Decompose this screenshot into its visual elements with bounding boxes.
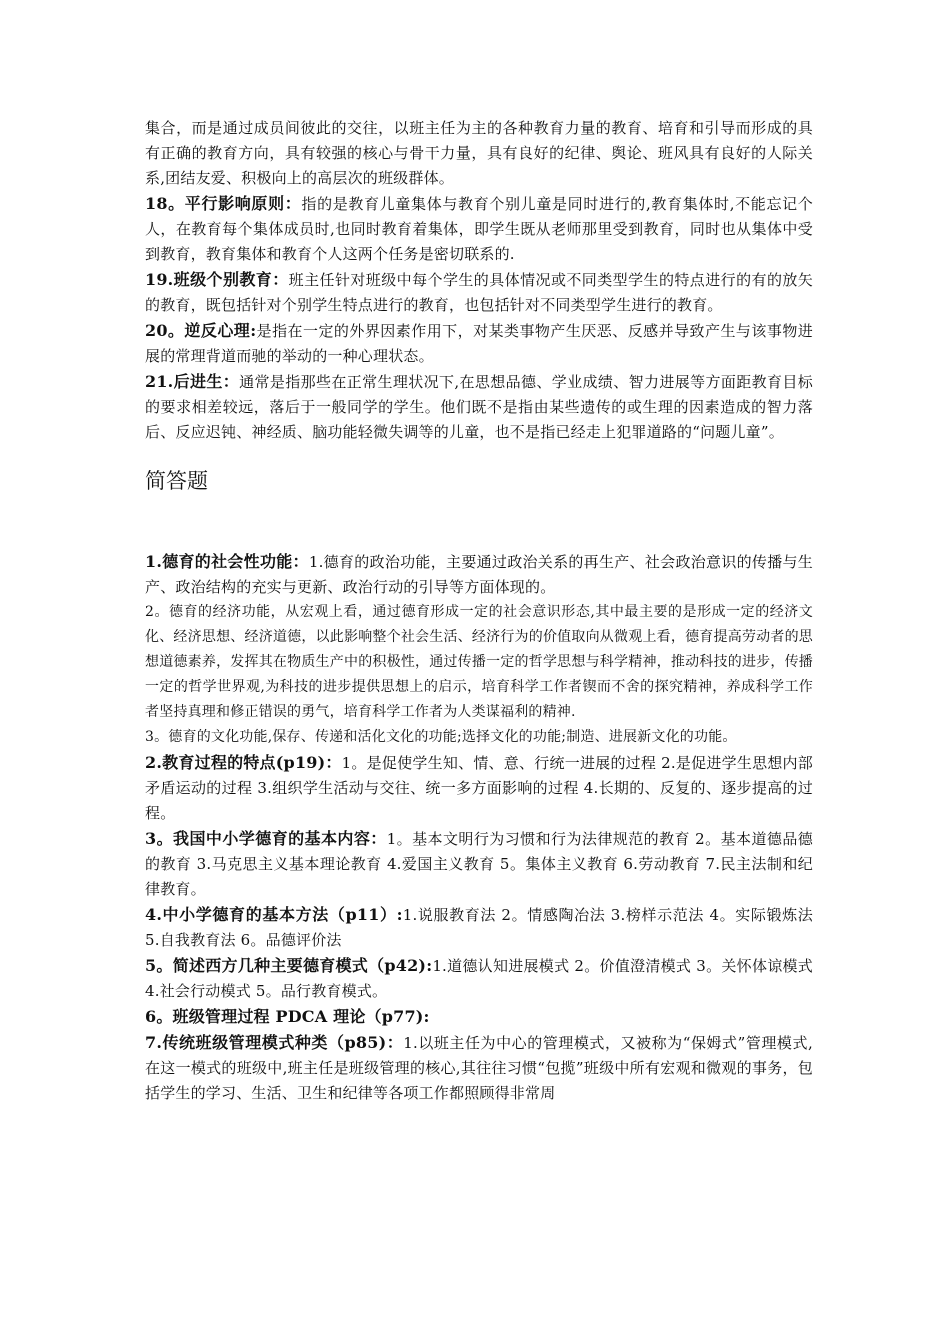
answer-2 [145, 750, 813, 826]
answer-2-text: 1。是促使学生知、情、意、行统一进展的过程 2.是促进学生思想内部矛盾运动的过程 3.组织学生活动与交往、统一多方面影响的过程 4.长期的、反复的、逐步提高的过程。 [145, 754, 813, 822]
answer-3 [145, 826, 813, 902]
definition-19 [145, 267, 813, 318]
answer-7-text: 1.以班主任为中心的管理模式，又被称为“保姆式”管理模式,在这一模式的班级中,班主任是班级管理的核心,其往往习惯“包揽”班级中所有宏观和微观的事务，包括学生的学习、生活、卫生和纪律等各项工作都照顾得非常周 [145, 1034, 813, 1102]
answer-1-paragraph-2: 2。德育的经济功能，从宏观上看，通过德育形成一定的社会意识形态,其中最主要的是形成一定的经济文化、经济思想、经济道德，以此影响整个社会生活、经济行为的价值取向从微观上看，德育提高劳动者的思想道德素养，发挥其在物质生产中的积极性，通过传播一定的哲学思想与科学精神，推动科技的进步，传播一定的哲学世界观,为科技的进步提供思想上的启示，培育科学工作者锲而不舍的探究精神，养成科学工作者坚持真理和修正错误的勇气，培育科学工作者为人类谋福利的精神. [145, 604, 813, 720]
definition-21-term: 21.后进生： [145, 372, 240, 391]
answer-5 [145, 953, 813, 1004]
definition-21 [145, 369, 813, 445]
definition-18-text: 指的是教育儿童集体与教育个别儿童是同时进行的,教育集体时,不能忘记个人，在教育每个集体成员时,也同时教育着集体，即学生既从老师那里受到教育，同时也从集体中受到教育，教育集体和教育个人这两个任务是密切联系的. [145, 195, 813, 263]
section-heading: 简答题 [145, 469, 208, 493]
definition-19-text: 班主任针对班级中每个学生的具体情况或不同类型学生的特点进行的有的放矢的教育，既包括针对个别学生特点进行的教育，也包括针对不同类型学生进行的教育。 [145, 271, 813, 314]
intro-paragraph [145, 116, 813, 191]
definition-20-term: 20。逆反心理: [145, 321, 257, 340]
answer-7-term: 7.传统班级管理模式种类（p85)： [145, 1033, 404, 1052]
definition-21-text: 通常是指那些在正常生理状况下,在思想品德、学业成绩、智力进展等方面距教育目标的要求相差较远，落后于一般同学的学生。他们既不是指由某些遗传的或生理的因素造成的智力落后、反应迟钝、神经质、脑功能轻微失调等的儿童，也不是指已经走上犯罪道路的“问题儿童”。 [145, 373, 813, 441]
answer-3-text: 1。基本文明行为习惯和行为法律规范的教育 2。基本道德品德的教育 3.马克思主义基本理论教育 4.爱国主义教育 5。集体主义教育 6.劳动教育 7.民主法制和纪律教育。 [145, 830, 813, 898]
answer-1-paragraph-3: 3。德育的文化功能,保存、传递和活化文化的功能;选择文化的功能;制造、进展新文化的功能。 [145, 729, 737, 745]
answer-2-term: 2.教育过程的特点(p19)： [145, 753, 342, 772]
answer-5-term: 5。简述西方几种主要德育模式（p42): [145, 956, 433, 975]
definition-18 [145, 191, 813, 267]
answer-5-text: 1.道德认知进展模式 2。价值澄清模式 3。关怀体谅模式 4.社会行动模式 5。品行教育模式。 [145, 957, 813, 1000]
definition-19-term: 19.班级个别教育： [145, 270, 289, 289]
definition-20 [145, 318, 813, 369]
answer-7 [145, 1030, 813, 1106]
answer-4 [145, 902, 813, 953]
answer-4-text: 1.说服教育法 2。情感陶冶法 3.榜样示范法 4。实际锻炼法 5.自我教育法 6。品德评价法 [145, 906, 813, 949]
answer-1-term: 1.德育的社会性功能： [145, 552, 309, 571]
answer-1 [145, 549, 813, 600]
definition-20-text: 是指在一定的外界因素作用下，对某类事物产生厌恶、反感并导致产生与该事物进展的常理背道而驰的举动的一种心理状态。 [145, 322, 813, 365]
answer-3-term: 3。我国中小学德育的基本内容： [145, 829, 387, 848]
answer-1-text: 1.德育的政治功能，主要通过政治关系的再生产、社会政治意识的传播与生产、政治结构的充实与更新、政治行动的引导等方面体现的。 [145, 553, 813, 596]
answer-6 [145, 1004, 813, 1030]
answer-4-term: 4.中小学德育的基本方法（p11）: [145, 905, 403, 924]
definition-18-term: 18。平行影响原则： [145, 194, 302, 213]
intro-text: 集合，而是通过成员间彼此的交往，以班主任为主的各种教育力量的教育、培育和引导而形成的具有正确的教育方向，具有较强的核心与骨干力量，具有良好的纪律、舆论、班风具有良好的人际关系,团结友爱、积极向上的高层次的班级群体。 [145, 119, 813, 187]
document-page [145, 116, 813, 1106]
answer-6-term: 6。班级管理过程 PDCA 理论（p77): [145, 1007, 430, 1026]
